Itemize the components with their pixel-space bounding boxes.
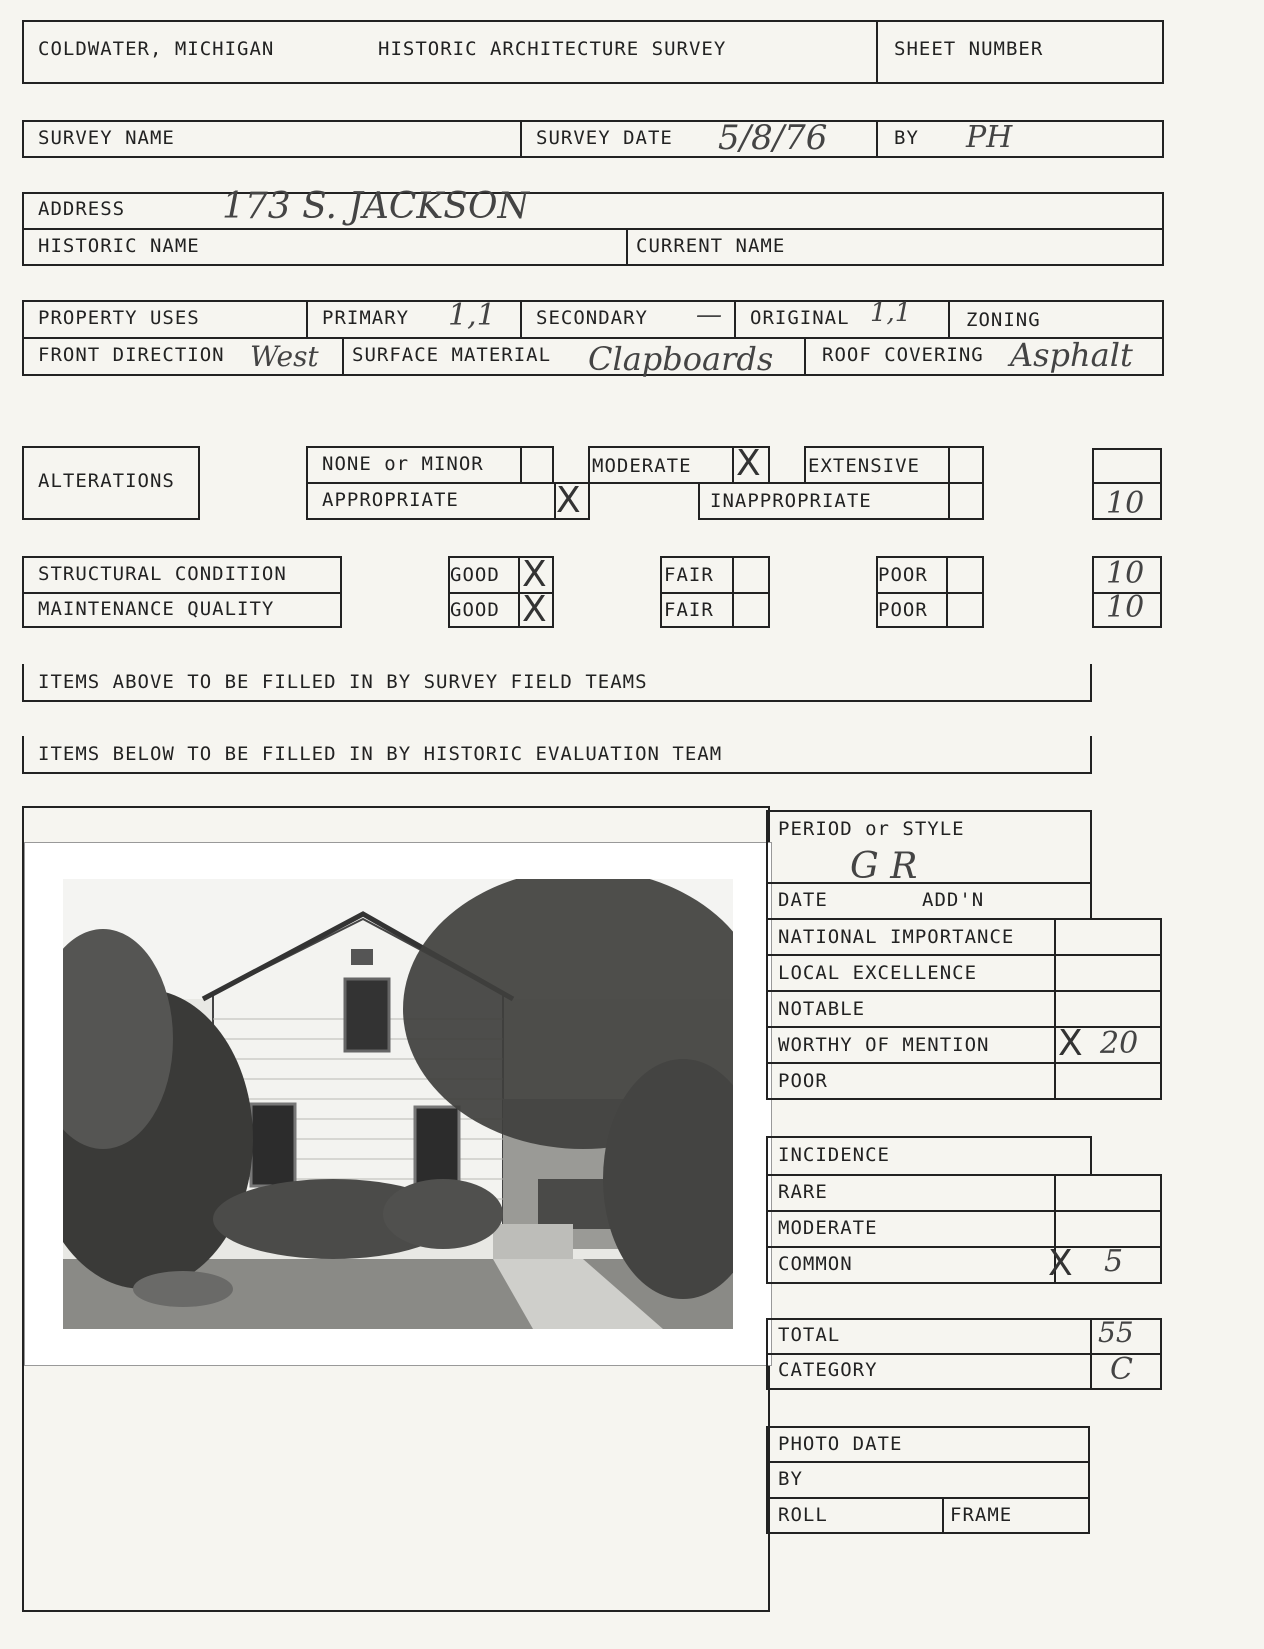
eval-poor-label: POOR	[778, 1070, 828, 1092]
common-score: 5	[1104, 1244, 1124, 1279]
structural-good-mark: X	[522, 554, 547, 595]
period-label: PERIOD or STYLE	[778, 818, 965, 840]
roof-covering-label: ROOF COVERING	[822, 344, 984, 366]
worthy-mark: X	[1058, 1023, 1083, 1064]
primary-value: 1,1	[448, 298, 496, 333]
photo-frame	[24, 842, 772, 1366]
property-uses-label: PROPERTY USES	[38, 307, 200, 329]
maintenance-quality-label: MAINTENANCE QUALITY	[38, 598, 275, 620]
alterations-label: ALTERATIONS	[38, 470, 175, 492]
survey-by-value: PH	[966, 120, 1013, 155]
worthy-label: WORTHY OF MENTION	[778, 1034, 990, 1056]
common-label: COMMON	[778, 1253, 853, 1275]
category-value: C	[1110, 1352, 1133, 1387]
original-label: ORIGINAL	[750, 307, 850, 329]
incidence-label: INCIDENCE	[778, 1144, 890, 1166]
common-mark: X	[1048, 1243, 1073, 1284]
header-title: HISTORIC ARCHITECTURE SURVEY	[378, 38, 727, 60]
total-value: 55	[1098, 1316, 1134, 1349]
roof-covering-value: Asphalt	[1010, 336, 1133, 374]
national-importance-label: NATIONAL IMPORTANCE	[778, 926, 1015, 948]
maintenance-score: 10	[1106, 590, 1145, 625]
alt-moderate-mark: X	[736, 443, 761, 484]
secondary-label: SECONDARY	[536, 307, 648, 329]
note-below: ITEMS BELOW TO BE FILLED IN BY HISTORIC EVALUATION TEAM	[38, 743, 723, 765]
survey-date-value: 5/8/76	[718, 118, 828, 158]
survey-name-label: SURVEY NAME	[38, 127, 175, 149]
date-label: DATE	[778, 889, 828, 911]
secondary-value: —	[696, 300, 722, 330]
address-label: ADDRESS	[38, 198, 126, 220]
structural-fair-label: FAIR	[664, 564, 714, 586]
front-direction-label: FRONT DIRECTION	[38, 344, 225, 366]
note-above: ITEMS ABOVE TO BE FILLED IN BY SURVEY FIELD TEAMS	[38, 671, 648, 693]
photo-by-label: BY	[778, 1468, 803, 1490]
historic-name-label: HISTORIC NAME	[38, 235, 200, 257]
worthy-score: 20	[1100, 1026, 1139, 1061]
rare-label: RARE	[778, 1181, 828, 1203]
frame-label: FRAME	[950, 1504, 1013, 1526]
header-city: COLDWATER, MICHIGAN	[38, 38, 275, 60]
structural-condition-label: STRUCTURAL CONDITION	[38, 563, 287, 585]
structural-score: 10	[1106, 556, 1145, 591]
front-direction-value: West	[250, 340, 319, 373]
period-value: G R	[850, 846, 918, 887]
primary-label: PRIMARY	[322, 307, 410, 329]
alt-score-value: 10	[1106, 486, 1145, 521]
surface-material-value: Clapboards	[588, 340, 774, 378]
maintenance-fair-label: FAIR	[664, 599, 714, 621]
addn-label: ADD'N	[922, 889, 985, 911]
alt-inappropriate-label: INAPPROPRIATE	[710, 490, 872, 512]
category-label: CATEGORY	[778, 1359, 878, 1381]
maintenance-good-mark: X	[522, 589, 547, 630]
roll-label: ROLL	[778, 1504, 828, 1526]
zoning-label: ZONING	[966, 309, 1041, 331]
total-label: TOTAL	[778, 1324, 841, 1346]
structural-good-label: GOOD	[450, 564, 500, 586]
maintenance-good-label: GOOD	[450, 599, 500, 621]
original-value: 1,1	[870, 298, 912, 328]
sheet-number-label: SHEET NUMBER	[894, 38, 1044, 60]
alt-none-minor-label: NONE or MINOR	[322, 453, 484, 475]
maintenance-poor-label: POOR	[878, 599, 928, 621]
address-value: 173 S. JACKSON	[222, 186, 529, 227]
surface-material-label: SURFACE MATERIAL	[352, 344, 552, 366]
current-name-label: CURRENT NAME	[636, 235, 786, 257]
local-excellence-label: LOCAL EXCELLENCE	[778, 962, 978, 984]
structural-poor-label: POOR	[878, 564, 928, 586]
survey-by-label: BY	[894, 127, 919, 149]
survey-date-label: SURVEY DATE	[536, 127, 673, 149]
alt-appropriate-mark: X	[556, 480, 581, 521]
alt-moderate-label: MODERATE	[592, 455, 692, 477]
notable-label: NOTABLE	[778, 998, 866, 1020]
photo-date-label: PHOTO DATE	[778, 1433, 903, 1455]
alt-appropriate-label: APPROPRIATE	[322, 489, 459, 511]
house-photo	[63, 879, 733, 1329]
alt-extensive-label: EXTENSIVE	[808, 455, 920, 477]
moderate-label: MODERATE	[778, 1217, 878, 1239]
